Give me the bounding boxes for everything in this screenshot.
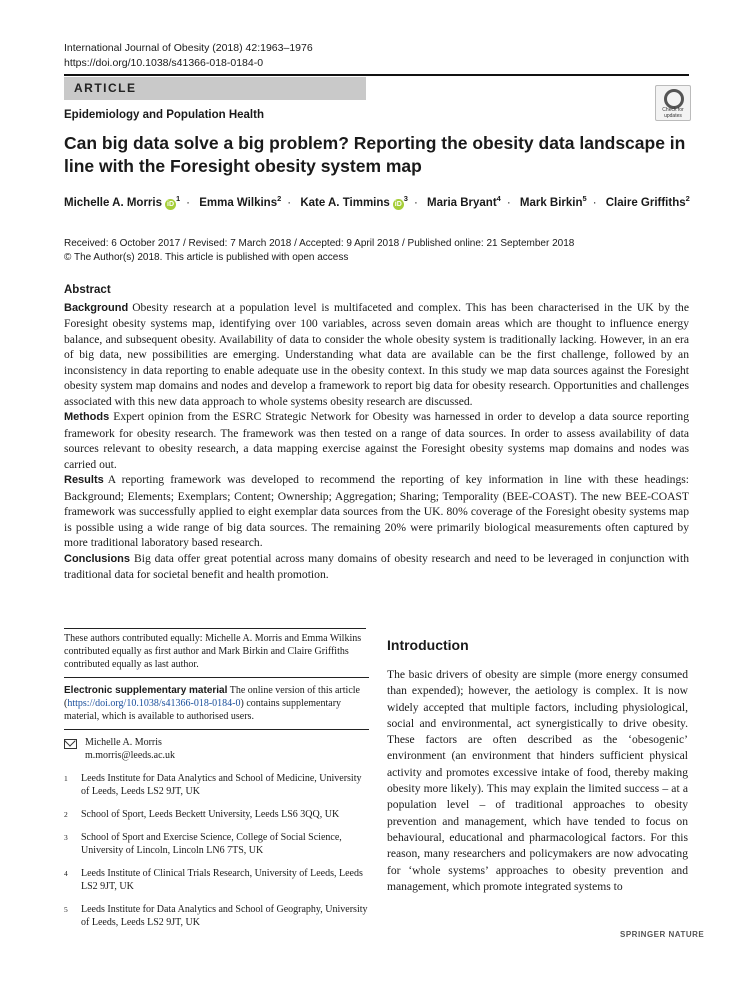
check-updates-icon: [664, 89, 684, 109]
affiliation: 3 School of Sport and Exercise Science, College of Social Science, University of Lincoln, Lincoln LN6 7TS, UK: [64, 832, 342, 856]
publication-dates: [64, 237, 574, 265]
check-for-updates-badge[interactable]: [655, 85, 691, 121]
author[interactable]: Maria Bryant$^4$: [427, 194, 501, 209]
affiliation: 2 School of Sport, Leeds Beckett University, Leeds LS6 3QQ, UK: [64, 809, 340, 820]
supplementary-link[interactable]: https://doi.org/10.1038/s41366-018-0184-0: [67, 698, 241, 709]
author[interactable]: Kate A. Timmins $iD^3$: [300, 194, 408, 209]
supplementary-note: Electronic supplementary material The online version of this article (https://doi.org/10.1038/s41366-018-0184-0) contains supplementary material, which is available to authorised users.: [64, 685, 360, 722]
introduction-heading: Introduction: [387, 637, 469, 653]
author[interactable]: Emma Wilkins$^2$: [199, 194, 282, 209]
contact-email[interactable]: m.morris@leeds.ac.uk: [85, 750, 176, 761]
journal-header: [64, 41, 313, 71]
affiliation: 5 Leeds Institute for Data Analytics and School of Geography, University of Leeds, Leeds LS2 9JT, UK: [64, 904, 368, 928]
author[interactable]: Mark Birkin$^5$: [519, 194, 587, 209]
check-updates-text: Check for updates: [662, 107, 684, 119]
abstract-conclusions: Conclusions Big data offer great potential across many domains of obesity research and need to be leveraged in conjunction with traditional data for societal benefit and health promotion.: [64, 551, 689, 581]
header-rule: [64, 74, 689, 76]
footnotes: [64, 632, 369, 929]
publisher-logo: SPRINGER NATURE: [620, 930, 705, 939]
abstract-methods: Methods Expert opinion from the ESRC Strategic Network for Obesity was harnessed in order to develop a data source reporting framework for obesity research. The framework was then tested on a range of data sources. In order to assess availability of data sources relevant to obesity research, a data mapping exercise against the Foresight obesity systems map domains and nodes was carried out.: [64, 410, 689, 471]
introduction-text: The basic drivers of obesity are simple (more energy consumed than expended); however, the aetiology is complex. It is now widely accepted that multiple factors, including physiological, social and environmental, act synergistically to drive obesity. These factors are often described as the ‘obesogenic’ environment (an environment that hinders sufficient physical activity and promotes excessive intake of food, thereby making obesity more likely). This may explain the limited success – at a population level – of traditional approaches to obesity prevention and management, which have tended to focus on behavioural, educational and pharmacological factors. For this reason, many researchers and policymakers are now advocating for ‘whole systems’ approaches to obesity prevention and management, which promote integrated systems to: [387, 668, 688, 893]
footnote-divider: [64, 729, 369, 730]
contact-name: Michelle A. Morris: [85, 737, 162, 748]
author[interactable]: Michelle A. Morris $iD^1$: [64, 194, 181, 209]
envelope-icon: [64, 739, 77, 749]
copyright-line: © The Author(s) 2018. This article is published with open access: [64, 252, 349, 263]
author-list: Michelle A. Morris $iD^1$ · Emma Wilkins$^2$ · Kate A. Timmins $iD^3$ · Maria Bryant$^4$ · Mark Birkin$^5$ · Claire Griffiths$^2$: [64, 194, 690, 209]
equal-contribution-note: These authors contributed equally: Michelle A. Morris and Emma Wilkins contributed equally as first author and Mark Birkin and Claire Griffiths contributed equally as last author.: [64, 633, 362, 670]
abstract: [64, 283, 689, 583]
abstract-heading: Abstract: [64, 284, 111, 296]
corresponding-author: [64, 736, 369, 762]
affiliation: 4 Leeds Institute of Clinical Trials Research, University of Leeds, Leeds LS2 9JT, UK: [64, 868, 363, 892]
article-type-bar: [64, 77, 366, 100]
orcid-icon[interactable]: iD: [394, 201, 402, 208]
footnote-divider: [64, 677, 369, 678]
article-title: Can big data solve a big problem? Reporting the obesity data landscape in line with the Foresight obesity system map: [64, 133, 686, 176]
history-dates: Received: 6 October 2017 / Revised: 7 March 2018 / Accepted: 9 April 2018 / Published online: 21 September 2018: [64, 238, 575, 249]
doi-link[interactable]: https://doi.org/10.1038/s41366-018-0184-0: [64, 57, 264, 69]
section-label: Epidemiology and Population Health: [64, 109, 264, 121]
affiliation: 1 Leeds Institute for Data Analytics and School of Medicine, University of Leeds, Leeds LS2 9JT, UK: [64, 773, 362, 797]
footnote-rule: [64, 628, 366, 629]
abstract-background: Background Obesity research at a population level is multifaceted and complex. This has been characterised in the UK by the Foresight obesity systems map, identifying over 100 variables, across seven domain areas which are thought to influence energy balance, and subsequent obesity. Availability of data to consider the whole obesity system is traditionally lacking. However, in an era of big data, new possibilities are emerging. Understanding what data are available can be the first challenge, followed by an inconsistency in data reporting to enable adequate use in the obesity context. In this study we map data sources against the Foresight obesity system map domains and nodes and develop a framework to report big data for obesity research. Opportunities and challenges associated with this new data approach to whole systems obesity research are discussed.: [64, 300, 689, 408]
author[interactable]: Claire Griffiths$^2$: [605, 194, 690, 209]
orcid-icon[interactable]: iD: [167, 201, 174, 208]
article-type-label: ARTICLE: [74, 81, 137, 95]
journal-citation: International Journal of Obesity (2018) 42:1963–1976: [64, 42, 313, 54]
abstract-results: Results A reporting framework was developed to recommend the reporting of key information in line with these headings: Background; Elements; Exemplars; Content; Ownership; Aggregation; Sharing; Temporality (BEE-COAST). The new BEE-COAST framework was successfully applied to eight exemplar data sources from the UK. 80% coverage of the Foresight obesity systems map is possible using a wide range of big data sources. The remaining 20% were primarily biological measurements often captured by more traditional laboratory based research.: [64, 473, 689, 549]
